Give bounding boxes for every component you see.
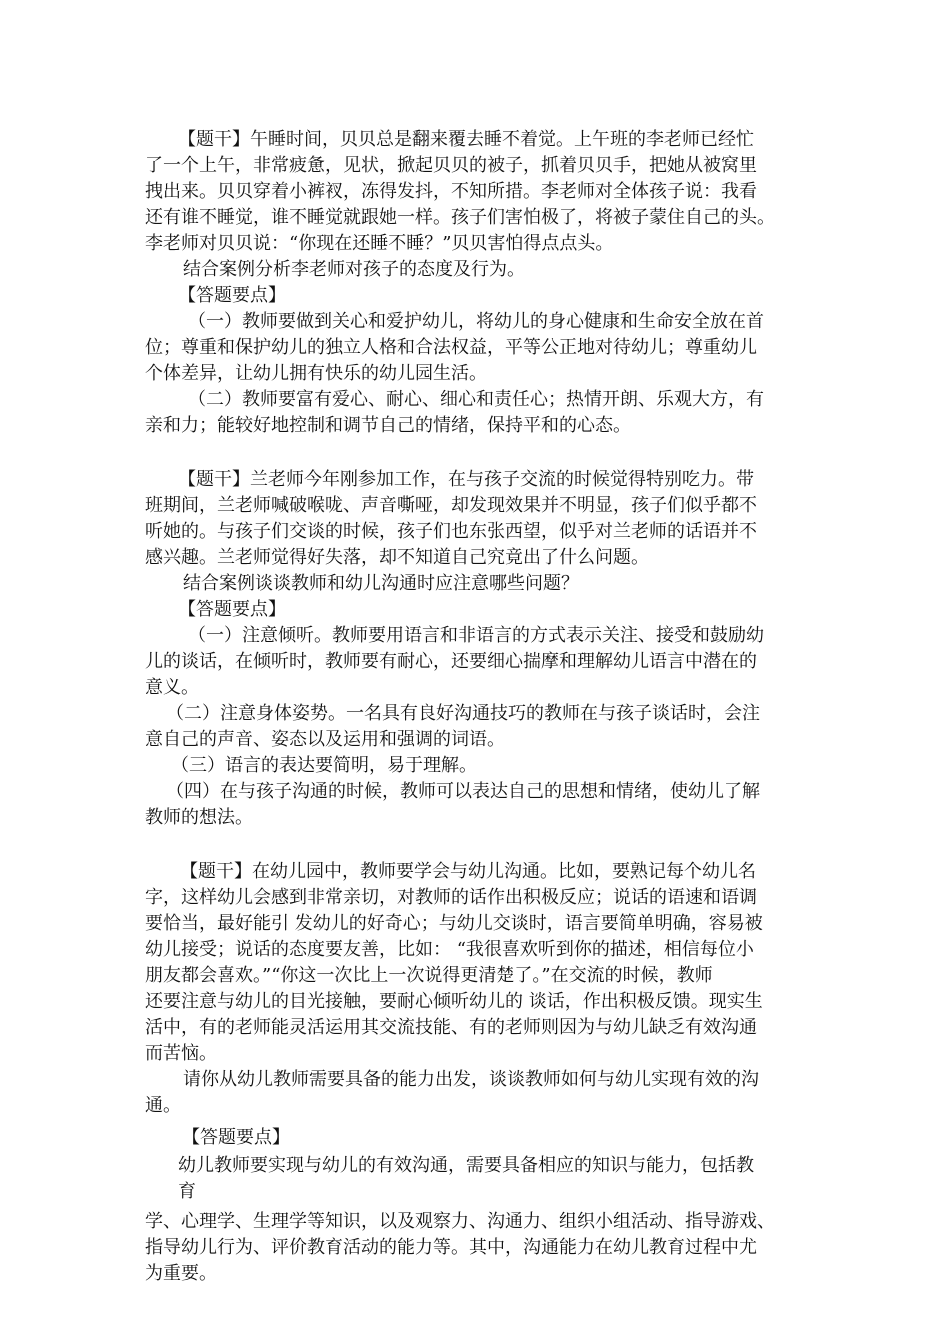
answer-line: 儿的谈话，在倾听时，教师要有耐心，还要细心揣摩和理解幼儿语言中潜在的: [145, 651, 757, 672]
stem-line: 字，这样幼儿会感到非常亲切，对教师的话作出积极反应；说话的语速和语调: [145, 887, 757, 908]
stem-line: 班期间，兰老师喊破喉咙、声音嘶哑，却发现效果并不明显，孩子们似乎都不: [145, 495, 757, 516]
answer-line: 个体差异，让幼儿拥有快乐的幼儿园生活。: [145, 363, 487, 384]
answer-line: 为重要。: [145, 1263, 217, 1284]
answer-line: 学、心理学、生理学等知识，以及观察力、沟通力、组织小组活动、指导游戏、: [145, 1211, 775, 1232]
answer-line: 教师的想法。: [145, 807, 253, 828]
stem-line: 而苦恼。: [145, 1043, 217, 1064]
stem-line: 还有谁不睡觉，谁不睡觉就跟她一样。孩子们害怕极了，将被子蒙住自己的头。: [145, 207, 775, 228]
stem-line: 感兴趣。兰老师觉得好失落，却不知道自己究竟出了什么问题。: [145, 547, 649, 568]
answer-line: 意义。: [145, 677, 199, 698]
question-text: 请你从幼儿教师需要具备的能力出发，谈谈教师如何与幼儿实现有效的沟: [183, 1069, 759, 1090]
question-text: 结合案例分析李老师对孩子的态度及行为。: [183, 259, 525, 280]
stem-line: 李老师对贝贝说：“你现在还睡不睡？”贝贝害怕得点点头。: [145, 233, 614, 254]
answer-line: 指导幼儿行为、评价教育活动的能力等。其中，沟通能力在幼儿教育过程中尤: [145, 1237, 757, 1258]
answer-line: 位；尊重和保护幼儿的独立人格和合法权益，平等公正地对待幼儿；尊重幼儿: [145, 337, 757, 358]
stem-line: 朋友都会喜欢。”“你这一次比上一次说得更清楚了。”在交流的时候，教师: [145, 965, 713, 986]
question-text: 结合案例谈谈教师和幼儿沟通时应注意哪些问题？: [183, 573, 579, 594]
answer-heading: 【答题要点】: [178, 285, 286, 306]
answer-heading: 【答题要点】: [178, 599, 286, 620]
answer-heading: 【答题要点】: [182, 1127, 290, 1148]
stem-line: 【题干】在幼儿园中，教师要学会与幼儿沟通。比如，要熟记每个幼儿名: [180, 861, 756, 882]
answer-line: （二）注意身体姿势。一名具有良好沟通技巧的教师在与孩子谈话时，会注: [166, 703, 760, 724]
answer-line: （一）注意倾听。教师要用语言和非语言的方式表示关注、接受和鼓励幼: [188, 625, 764, 646]
stem-line: 【题干】兰老师今年刚参加工作，在与孩子交流的时候觉得特别吃力。带: [178, 469, 754, 490]
answer-line: （二）教师要富有爱心、耐心、细心和责任心；热情开朗、乐观大方，有: [188, 389, 764, 410]
stem-line: 还要注意与幼儿的目光接触，要耐心倾听幼儿的 谈话，作出积极反馈。现实生: [145, 991, 763, 1012]
answer-line: 幼儿教师要实现与幼儿的有效沟通，需要具备相应的知识与能力，包括教: [178, 1155, 754, 1176]
answer-line: 亲和力；能较好地控制和调节自己的情绪，保持平和的心态。: [145, 415, 631, 436]
answer-line: （三）语言的表达要简明，易于理解。: [171, 755, 477, 776]
stem-line: 拽出来。贝贝穿着小裤衩，冻得发抖，不知所措。李老师对全体孩子说：我看: [145, 181, 757, 202]
stem-line: 【题干】午睡时间，贝贝总是翻来覆去睡不着觉。上午班的李老师已经忙: [178, 129, 754, 150]
stem-line: 要恰当，最好能引 发幼儿的好奇心；与幼儿交谈时，语言要简单明确，容易被: [145, 913, 763, 934]
answer-line: （一）教师要做到关心和爱护幼儿，将幼儿的身心健康和生命安全放在首: [188, 311, 764, 332]
answer-line: 意自己的声音、姿态以及运用和强调的词语。: [145, 729, 505, 750]
stem-line: 活中，有的老师能灵活运用其交流技能、有的老师则因为与幼儿缺乏有效沟通: [145, 1017, 757, 1038]
stem-line: 幼儿接受；说话的态度要友善，比如： “我很喜欢听到你的描述，相信每位小: [145, 939, 754, 960]
answer-line: （四）在与孩子沟通的时候，教师可以表达自己的思想和情绪，使幼儿了解: [166, 781, 760, 802]
stem-line: 了一个上午，非常疲惫，见状，掀起贝贝的被子，抓着贝贝手，把她从被窝里: [145, 155, 757, 176]
question-text: 通。: [145, 1095, 181, 1116]
stem-line: 听她的。与孩子们交谈的时候，孩子们也东张西望，似乎对兰老师的话语并不: [145, 521, 757, 542]
answer-line: 育: [178, 1181, 196, 1202]
